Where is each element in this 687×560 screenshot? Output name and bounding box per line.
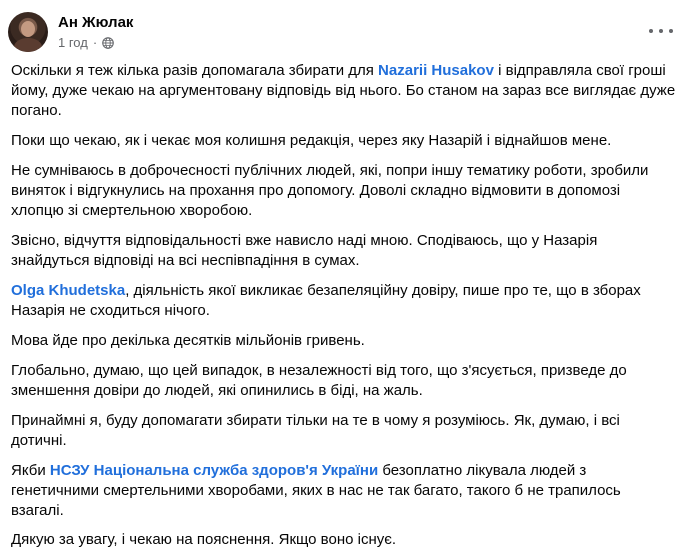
avatar[interactable]	[8, 12, 48, 52]
paragraph-2: Поки що чекаю, як і чекає моя колишня редакція, через яку Назарій і віднайшов мене.	[11, 132, 612, 149]
mention-nszu[interactable]: НСЗУ Національна служба здоров'я України	[49, 462, 379, 479]
paragraph-9: Якби НСЗУ Національна служба здоров'я України безоплатно лікувала людей з генетичними смертельними хворобами, яких в нас не так багато, такого б не трапилось взагалі.	[11, 462, 621, 519]
mention-olga-khudetska[interactable]: Olga Khudetska	[11, 282, 126, 299]
more-options-icon[interactable]	[649, 24, 673, 38]
paragraph-10: Дякую за увагу, і чекаю на пояснення. Якщо воно існує.	[11, 531, 397, 548]
paragraph-7: Глобально, думаю, що цей випадок, в незалежності від того, що з'ясується, призведе до зменшення довіри до людей, які опинились в біді, на жаль.	[11, 362, 627, 399]
globe-icon	[102, 37, 114, 49]
meta-separator: ·	[92, 35, 98, 50]
paragraph-8: Принаймні я, буду допомагати збирати тільки на те в чому я розуміюсь. Як, думаю, і всі дотичні.	[11, 412, 620, 449]
post-time[interactable]: 1 год	[58, 35, 88, 50]
paragraph-6: Мова йде про декілька десятків мільйонів гривень.	[11, 332, 365, 349]
author-name[interactable]: Ан Жюлак	[58, 14, 134, 31]
post-header	[8, 12, 687, 56]
paragraph-1: Оскільки я теж кілька разів допомагала збирати для Nazarii Husakov і відправляла свої гроші йому, дуже чекаю на аргументовану відповідь від нього. Бо станом на зараз все виглядає дуже погано.	[11, 62, 676, 119]
post-meta	[58, 35, 114, 50]
paragraph-5: Olga Khudetska, діяльність якої викликає безапеляційну довіру, пише про те, що в зборах Назарія не сходиться нічого.	[11, 282, 641, 319]
paragraph-3: Не сумніваюсь в доброчесності публічних людей, які, попри іншу тематику роботи, зробили виняток і відгукнулись на прохання про допомогу. Доволі складно відмовити в допомозі хлопцю зі смертельною хворобою.	[11, 162, 649, 219]
mention-nazarii-husakov[interactable]: Nazarii Husakov	[378, 62, 494, 79]
post-body	[11, 61, 676, 560]
paragraph-4: Звісно, відчуття відповідальності вже нависло наді мною. Сподіваюсь, що у Назарія знайдуться відповіді на всі неспівпадіння в сумах.	[11, 232, 598, 269]
